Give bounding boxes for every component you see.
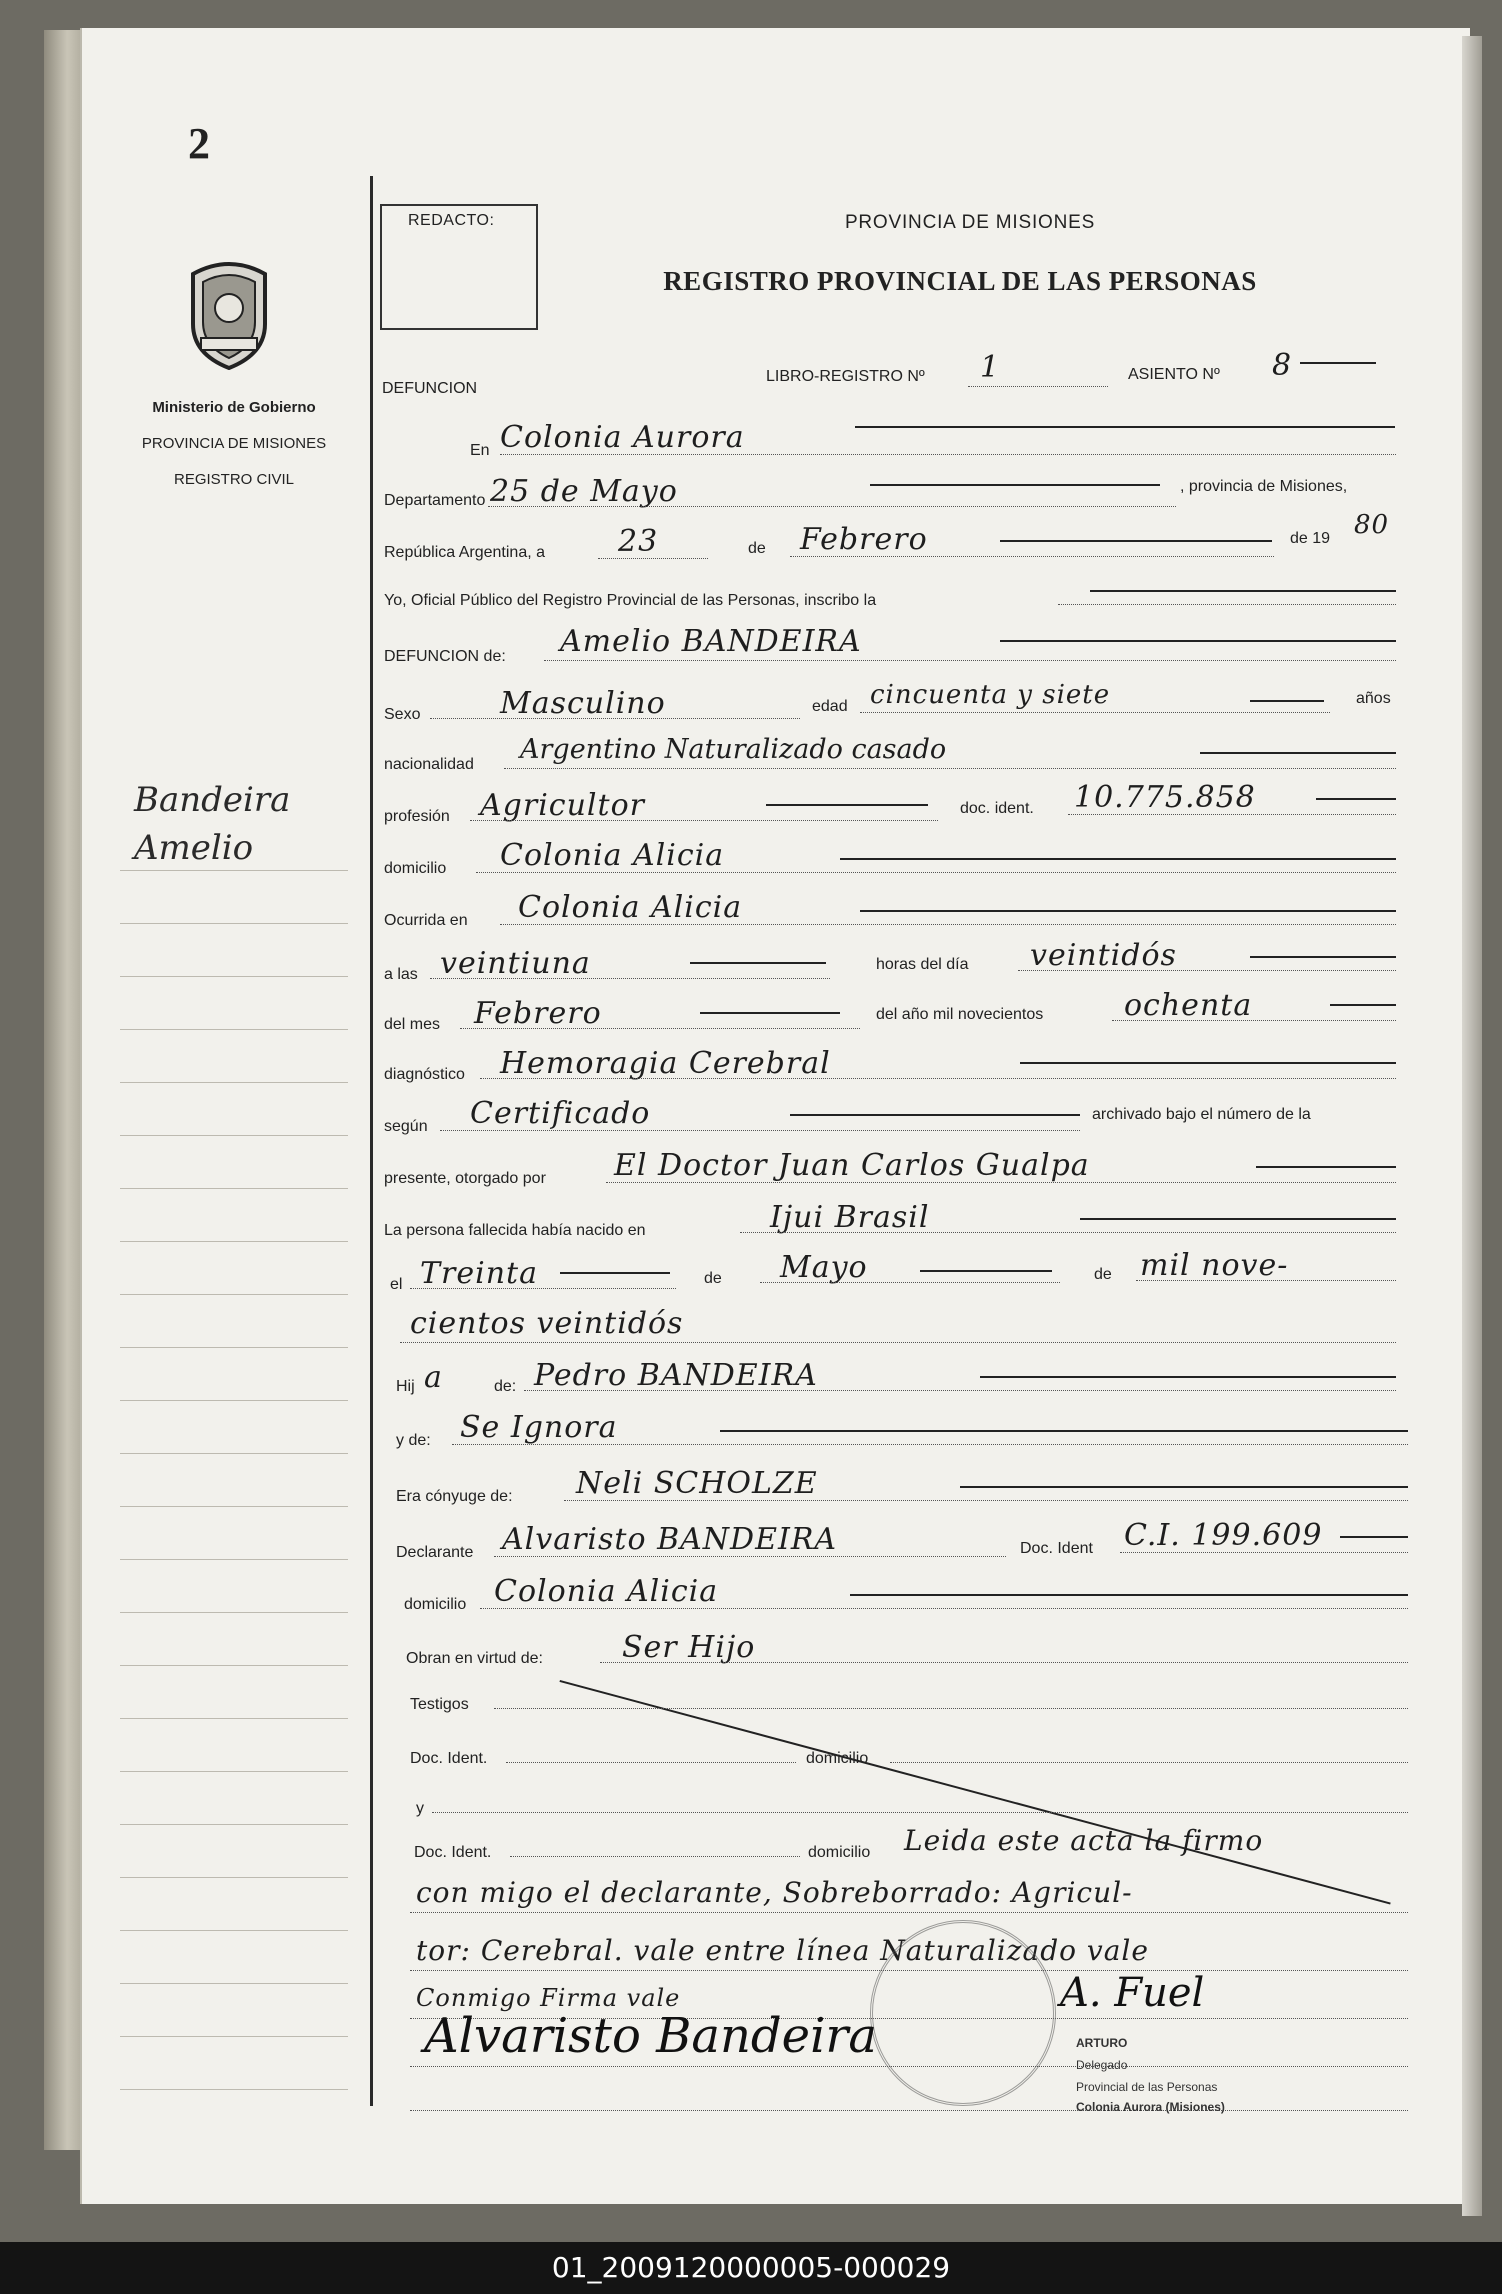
declarante-signature: Alvaristo Bandeira (424, 2008, 877, 2064)
margin-rule (120, 1082, 348, 1083)
margin-rule (120, 1029, 348, 1030)
profesion-label: profesión (384, 808, 450, 825)
margin-note-name: Amelio (134, 828, 254, 868)
margin-rule (120, 2036, 348, 2037)
stamp-line-2: Delegado (1076, 2058, 1128, 2072)
official-signature: A. Fuel (1060, 1970, 1205, 2016)
el-label: el (390, 1276, 403, 1293)
hijo-letter: a (424, 1360, 443, 1395)
margin-rule (120, 1824, 348, 1825)
margin-divider (370, 176, 373, 2106)
de3-label: de (1094, 1266, 1112, 1283)
presente-value: El Doctor Juan Carlos Gualpa (614, 1148, 1090, 1183)
doc-ident-value: 10.775.858 (1074, 780, 1256, 815)
margin-rule (120, 976, 348, 977)
testigo2-dom-label: domicilio (808, 1844, 871, 1861)
conyuge-label: Era cónyuge de: (396, 1488, 513, 1505)
segun-label: según (384, 1118, 428, 1135)
month-value: Febrero (800, 522, 928, 557)
en-value: Colonia Aurora (500, 420, 745, 455)
ministry-name: Ministerio de Gobierno (152, 399, 316, 416)
alas-value: veintiuna (440, 946, 591, 981)
profesion-value: Agricultor (480, 788, 645, 823)
margin-rule (120, 1771, 348, 1772)
anio-mil-label: del año mil novecientos (876, 1006, 1044, 1023)
stamp-line-1: ARTURO (1076, 2036, 1128, 2050)
libro-label: LIBRO-REGISTRO Nº (766, 368, 925, 385)
nacionalidad-value: Argentino Naturalizado casado (520, 734, 947, 765)
margin-note-surname: Bandeira (134, 780, 291, 820)
declarante-label: Declarante (396, 1544, 474, 1561)
page-number: 2 (188, 119, 210, 168)
libro-value: 1 (980, 350, 1001, 385)
province-seal-icon (183, 254, 275, 370)
alas-label: a las (384, 966, 418, 983)
obran-value: Ser Hijo (622, 1630, 756, 1665)
ministry-province: PROVINCIA DE MISIONES (141, 435, 327, 452)
margin-rule (120, 1188, 348, 1189)
closing-line-2: con migo el declarante, Sobreborrado: Agricul- (416, 1876, 1133, 1909)
nacionalidad-label: nacionalidad (384, 756, 474, 773)
hijo-label: Hij (396, 1378, 415, 1395)
departamento-label: Departamento (384, 492, 486, 509)
margin-rule (120, 1400, 348, 1401)
margin-rule (120, 1294, 348, 1295)
margin-rule (120, 1983, 348, 1984)
anios-label: años (1356, 690, 1391, 707)
date-de-label: de (748, 540, 766, 557)
padre-value: Pedro BANDEIRA (534, 1358, 818, 1393)
asiento-value: 8 (1272, 348, 1293, 383)
declarante-value: Alvaristo BANDEIRA (502, 1522, 838, 1557)
margin-rule (120, 1241, 348, 1242)
horas-label: horas del día (876, 956, 969, 973)
departamento-value: 25 de Mayo (490, 474, 678, 509)
nacido-value: Ijui Brasil (770, 1200, 930, 1235)
ministry-header (108, 390, 360, 498)
ministry-registry: REGISTRO CIVIL (173, 471, 295, 488)
republica-label: República Argentina, a (384, 544, 545, 561)
page-edge (1462, 36, 1482, 2216)
closing-line-4: Conmigo Firma vale (416, 1984, 681, 2012)
domicilio-label: domicilio (384, 860, 447, 877)
closing-line-1: Leida este acta la firmo (904, 1824, 1264, 1857)
edad-value: cincuenta y siete (870, 680, 1111, 710)
testigo2-y-label: y (416, 1800, 424, 1817)
margin-rule (120, 1135, 348, 1136)
defuncion-label: DEFUNCION (382, 380, 478, 397)
day-value: 23 (618, 524, 659, 559)
ocurrida-value: Colonia Alicia (518, 890, 743, 925)
ocurrida-label: Ocurrida en (384, 912, 468, 929)
delmes-value: Febrero (474, 996, 602, 1031)
registry-title: REGISTRO PROVINCIAL DE LAS PERSONAS (663, 266, 1257, 296)
margin-rule (120, 1347, 348, 1348)
el-value: Treinta (420, 1256, 538, 1291)
testigo1-dom-label: domicilio (806, 1750, 869, 1767)
margin-rule (120, 1665, 348, 1666)
provincia-suffix: , provincia de Misiones, (1180, 478, 1348, 495)
year-value: 80 (1354, 510, 1390, 540)
diagnostico-label: diagnóstico (384, 1066, 465, 1083)
testigo1-doc-label: Doc. Ident. (410, 1750, 488, 1767)
testigos-label: Testigos (410, 1696, 469, 1713)
mayo-value: Mayo (780, 1250, 868, 1285)
de2-label: de (704, 1270, 722, 1287)
testigo2-doc-label: Doc. Ident. (414, 1844, 492, 1861)
segun-value: Certificado (470, 1096, 651, 1131)
decl-dom-label: domicilio (404, 1596, 467, 1613)
decl-dom-value: Colonia Alicia (494, 1574, 719, 1609)
en-label: En (470, 442, 490, 459)
sexo-label: Sexo (384, 706, 421, 723)
image-id-footer: 01_2009120000005-000029 (0, 2242, 1502, 2294)
deceased-name: Amelio BANDEIRA (560, 624, 862, 659)
diagnostico-value: Hemoragia Cerebral (500, 1046, 831, 1081)
margin-rule (120, 1930, 348, 1931)
domicilio-value: Colonia Alicia (500, 838, 725, 873)
cientos-value: cientos veintidós (410, 1306, 684, 1341)
edad-label: edad (812, 698, 848, 715)
horas-value: veintidós (1030, 938, 1177, 973)
sexo-value: Masculino (500, 686, 666, 721)
delmes-label: del mes (384, 1016, 441, 1033)
doc-ident-label: doc. ident. (960, 800, 1034, 817)
margin-rule (120, 1453, 348, 1454)
obran-label: Obran en virtud de: (406, 1650, 543, 1667)
margin-rule (120, 1559, 348, 1560)
decl-doc-value: C.I. 199.609 (1124, 1518, 1323, 1553)
margin-rule (120, 1506, 348, 1507)
margin-rule (120, 1718, 348, 1719)
oficial-text: Yo, Oficial Público del Registro Provincial de las Personas, inscribo la (384, 592, 877, 609)
anio-mil-value: ochenta (1124, 988, 1253, 1023)
asiento-label: ASIENTO Nº (1128, 366, 1220, 383)
margin-rule (120, 2089, 348, 2090)
year-prefix: de 19 (1290, 530, 1331, 547)
madre-value: Se Ignora (460, 1410, 618, 1445)
archivado-label: archivado bajo el número de la (1092, 1106, 1311, 1123)
nacido-label: La persona fallecida había nacido en (384, 1222, 646, 1239)
decl-doc-label: Doc. Ident (1020, 1540, 1093, 1557)
province-title: PROVINCIA DE MISIONES (844, 212, 1096, 233)
hijo-de-label: de: (494, 1378, 517, 1395)
margin-rule (120, 870, 348, 871)
conyuge-value: Neli SCHOLZE (576, 1466, 818, 1501)
closing-line-3: tor: Cerebral. vale entre línea Naturalizado vale (416, 1934, 1149, 1967)
mil-value: mil nove- (1140, 1248, 1289, 1283)
defuncion-de-label: DEFUNCION de: (384, 648, 506, 665)
margin-rule (120, 923, 348, 924)
presente-label: presente, otorgado por (384, 1170, 546, 1187)
stamp-line-4: Colonia Aurora (Misiones) (1076, 2100, 1225, 2114)
stamp-line-3: Provincial de las Personas (1076, 2080, 1218, 2094)
yde-label: y de: (396, 1432, 431, 1449)
margin-rule (120, 1877, 348, 1878)
official-stamp (870, 1920, 1056, 2106)
redacto-label: REDACTO: (408, 212, 495, 229)
margin-rule (120, 1612, 348, 1613)
